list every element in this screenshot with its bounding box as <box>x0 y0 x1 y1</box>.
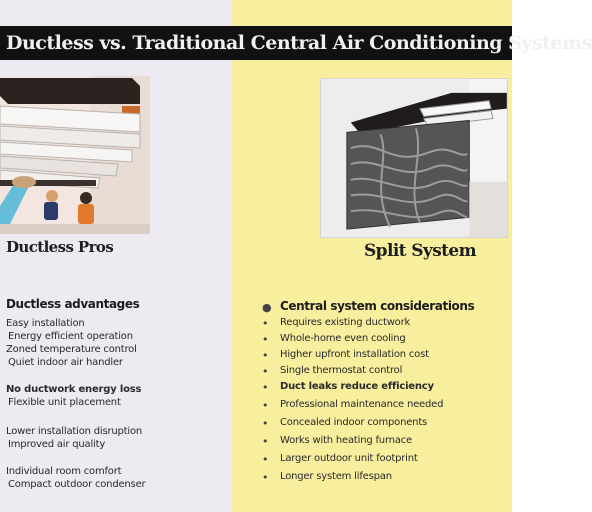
item-text: Lower installation disruption <box>6 426 143 437</box>
bullet-icon: • <box>262 365 269 378</box>
left-caption: Ductless Pros <box>6 238 114 256</box>
list-item: Larger outdoor unit footprint <box>280 453 418 464</box>
ceiling-split-unit-illustration <box>320 78 508 238</box>
ductless-unit-illustration <box>0 76 150 234</box>
list-item: Requires existing ductwork <box>280 317 411 328</box>
list-item: Longer system lifespan <box>280 471 392 482</box>
bullet-icon: • <box>262 471 269 484</box>
bullet-icon: • <box>262 435 269 448</box>
list-item <box>6 465 145 491</box>
bullet-icon: • <box>262 399 269 412</box>
list-item <box>6 383 141 409</box>
left-list-heading: Ductless advantages <box>6 297 140 311</box>
title-bar <box>0 26 592 60</box>
ceiling-unit-drawing <box>321 79 507 237</box>
bullet-icon: • <box>262 417 269 430</box>
bullet-icon: • <box>262 349 269 362</box>
list-item: Professional maintenance needed <box>280 399 444 410</box>
list-item: Concealed indoor components <box>280 417 428 428</box>
list-item <box>6 317 133 343</box>
right-caption: Split System <box>364 241 477 261</box>
list-item: Works with heating furnace <box>280 435 412 446</box>
item-text: Flexible unit placement <box>8 397 121 408</box>
item-text: Improved air quality <box>8 439 106 450</box>
right-list-heading: Central system considerations <box>280 299 475 313</box>
item-text: No ductwork energy loss <box>6 384 142 395</box>
item-text: Zoned temperature control <box>6 344 137 355</box>
bullet-icon: • <box>262 333 269 346</box>
item-text: Energy efficient operation <box>8 331 133 342</box>
item-text: Quiet indoor air handler <box>8 357 123 368</box>
list-item: Single thermostat control <box>280 365 403 376</box>
item-text: Easy installation <box>6 318 85 329</box>
list-item <box>6 425 142 451</box>
list-item: Higher upfront installation cost <box>280 349 429 360</box>
bullet-icon: • <box>262 381 269 394</box>
ductless-unit-drawing <box>0 76 150 234</box>
bullet-icon: • <box>262 453 269 466</box>
item-text: Compact outdoor condenser <box>8 479 146 490</box>
list-item: Duct leaks reduce efficiency <box>280 381 434 392</box>
list-item: Whole-home even cooling <box>280 333 406 344</box>
item-text: Individual room comfort <box>6 466 122 477</box>
bullet-icon: ● <box>262 301 272 314</box>
bullet-icon: • <box>262 317 269 330</box>
list-item <box>6 343 137 369</box>
page-title: Ductless vs. Traditional Central Air Conditioning Systems <box>6 32 592 54</box>
